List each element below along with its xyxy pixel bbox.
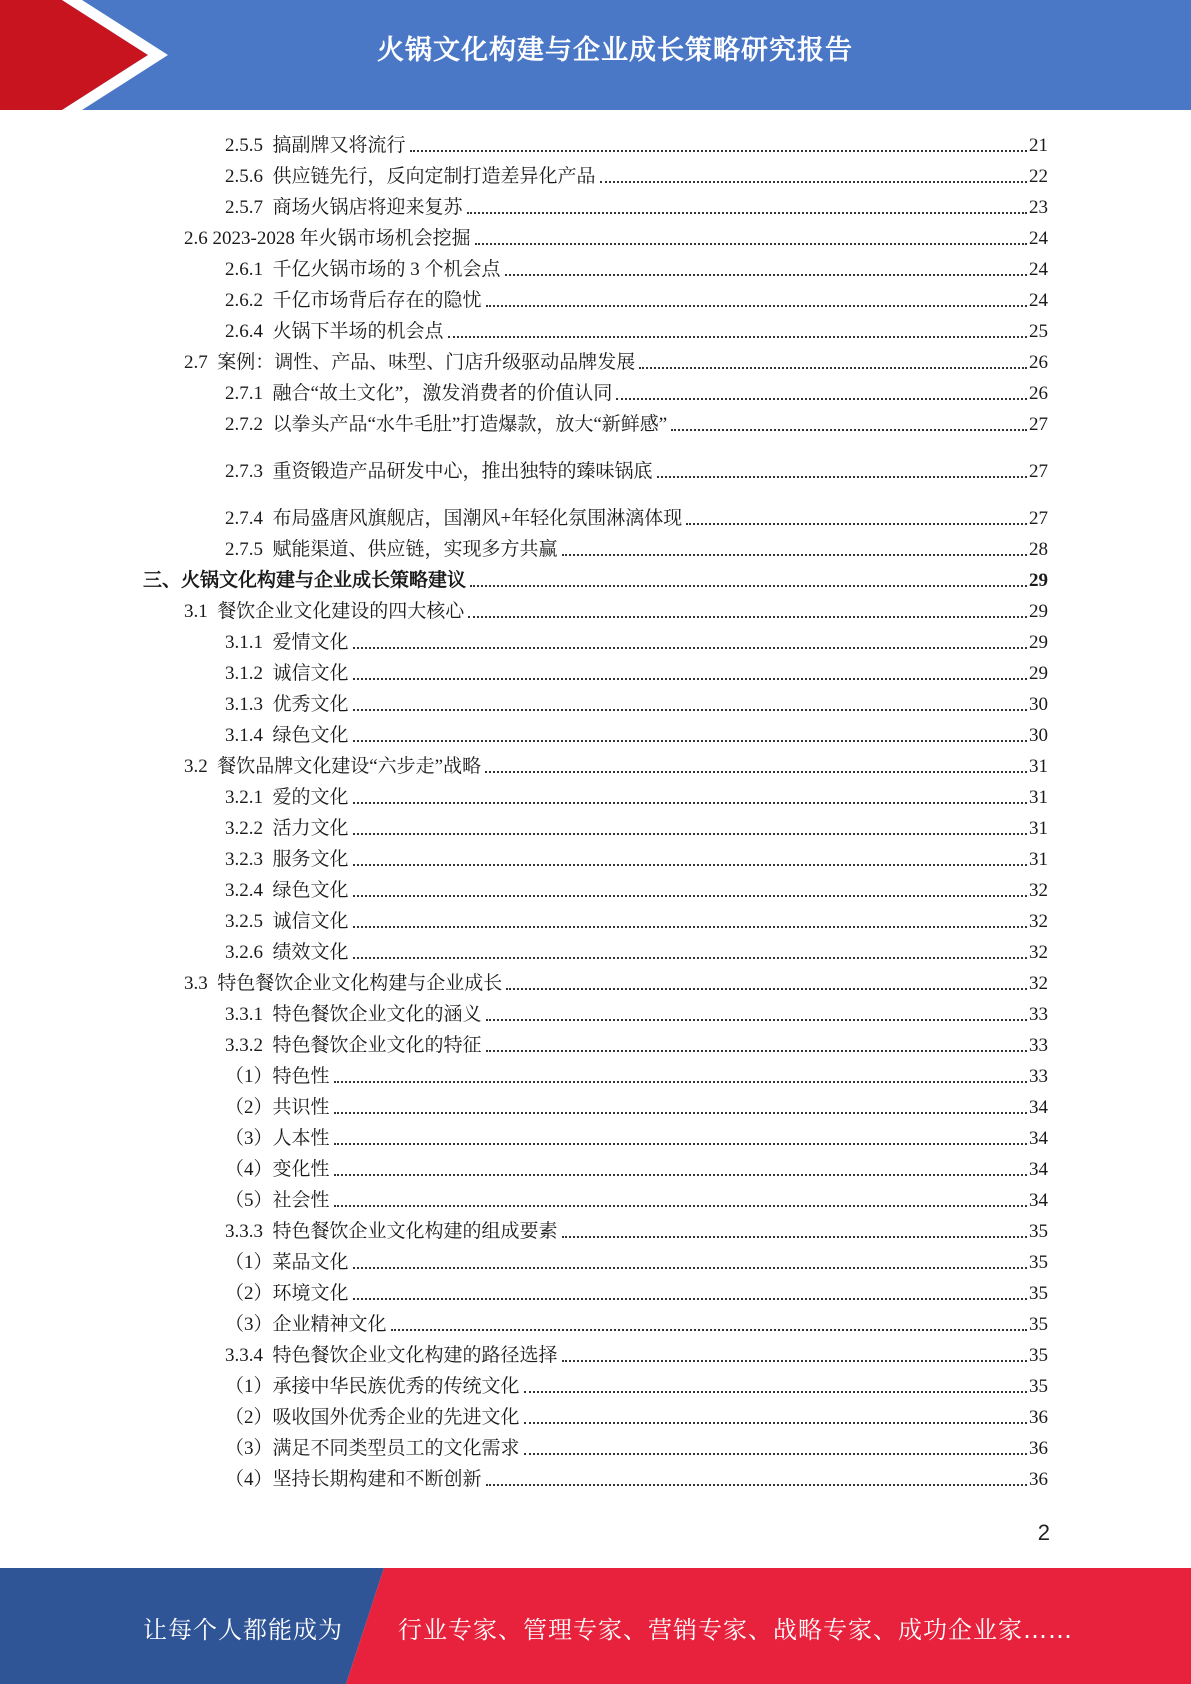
toc-entry-page: 24: [1029, 290, 1048, 311]
toc-entry-page: 35: [1029, 1345, 1048, 1366]
toc-entry-page: 26: [1029, 383, 1048, 404]
toc-entry-label: 3.3.1 特色餐饮企业文化的涵义: [225, 1004, 482, 1025]
toc-entry-label: （4）变化性: [225, 1159, 330, 1180]
toc-entry-label: 2.6.2 千亿市场背后存在的隐忧: [225, 290, 482, 311]
toc-leader-dots: [467, 211, 1027, 214]
toc-leader-dots: [486, 304, 1027, 307]
toc-leader-dots: [334, 1080, 1027, 1083]
toc-entry-page: 32: [1029, 942, 1048, 963]
page-footer: [0, 1568, 1191, 1684]
toc-entry-label: 2.5.6 供应链先行，反向定制打造差异化产品: [225, 166, 596, 187]
toc-leader-dots: [353, 646, 1027, 649]
toc-entry-label: 3.2 餐饮品牌文化建设“六步走”战略: [184, 756, 482, 777]
header-title: 火锅文化构建与企业成长策略研究报告: [377, 35, 853, 66]
toc-entry-label: 2.5.5 搞副牌又将流行: [225, 135, 406, 156]
toc-leader-dots: [562, 1235, 1027, 1238]
toc-entry[interactable]: [225, 1276, 1048, 1306]
toc-entry-label: 3.3.2 特色餐饮企业文化的特征: [225, 1035, 482, 1056]
toc-entry-page: 35: [1029, 1314, 1048, 1335]
toc-leader-dots: [686, 522, 1027, 525]
toc-entry-page: 31: [1029, 787, 1048, 808]
toc-leader-dots: [657, 475, 1027, 478]
toc-leader-dots: [353, 863, 1027, 866]
toc-entry[interactable]: [184, 749, 1048, 779]
toc-entry-page: 29: [1029, 570, 1048, 591]
toc-entry-label: （5）社会性: [225, 1190, 330, 1211]
toc-entry-page: 30: [1029, 725, 1048, 746]
toc-entry-label: 2.7 案例：调性、产品、味型、门店升级驱动品牌发展: [184, 352, 636, 373]
toc-entry-page: 28: [1029, 539, 1048, 560]
toc-entry[interactable]: [225, 935, 1048, 965]
toc-entry-page: 36: [1029, 1469, 1048, 1490]
toc-entry-page: 34: [1029, 1159, 1048, 1180]
toc-entry-page: 35: [1029, 1283, 1048, 1304]
toc-entry[interactable]: [225, 656, 1048, 686]
toc-entry-label: 3.2.3 服务文化: [225, 849, 349, 870]
toc-entry[interactable]: [225, 997, 1048, 1027]
toc-entry[interactable]: [225, 1028, 1048, 1058]
toc-entry-label: 3.1.1 爱情文化: [225, 632, 349, 653]
toc-leader-dots: [353, 1266, 1027, 1269]
toc-leader-dots: [470, 584, 1027, 587]
toc-leader-dots: [600, 180, 1027, 183]
toc-entry-page: 31: [1029, 756, 1048, 777]
toc-leader-dots: [506, 987, 1027, 990]
toc-entry-label: 2.7.5 赋能渠道、供应链，实现多方共赢: [225, 539, 558, 560]
toc-leader-dots: [524, 1452, 1027, 1455]
toc-entry-page: 23: [1029, 197, 1048, 218]
toc-entry-page: 31: [1029, 818, 1048, 839]
toc-entry-label: 2.6.4 火锅下半场的机会点: [225, 321, 444, 342]
toc-leader-dots: [353, 1297, 1027, 1300]
toc-entry-page: 27: [1029, 414, 1048, 435]
toc-entry-page: 36: [1029, 1407, 1048, 1428]
toc-leader-dots: [410, 149, 1027, 152]
toc-entry[interactable]: [225, 842, 1048, 872]
toc-entry-label: 3.2.5 诚信文化: [225, 911, 349, 932]
toc-leader-dots: [639, 366, 1027, 369]
toc-entry[interactable]: [225, 283, 1048, 313]
toc-entry-label: 三、火锅文化构建与企业成长策略建议: [143, 570, 467, 591]
toc-entry[interactable]: [225, 454, 1048, 484]
toc-entry[interactable]: [225, 190, 1048, 220]
toc-entry[interactable]: [225, 780, 1048, 810]
toc-entry[interactable]: [225, 1121, 1048, 1151]
toc-leader-dots: [524, 1390, 1027, 1393]
toc-entry-page: 26: [1029, 352, 1048, 373]
toc-leader-dots: [353, 925, 1027, 928]
footer-slogan-left: 让每个人都能成为: [143, 1616, 343, 1644]
toc-leader-dots: [353, 832, 1027, 835]
toc-entry-label: 3.3 特色餐饮企业文化构建与企业成长: [184, 973, 503, 994]
toc-leader-dots: [468, 615, 1027, 618]
toc-entry-label: （2）吸收国外优秀企业的先进文化: [225, 1407, 520, 1428]
toc-entry-page: 33: [1029, 1004, 1048, 1025]
toc-entry-label: （1）承接中华民族优秀的传统文化: [225, 1376, 520, 1397]
toc-entry[interactable]: [225, 1152, 1048, 1182]
toc-entry[interactable]: [225, 904, 1048, 934]
toc-entry-label: 2.6.1 千亿火锅市场的 3 个机会点: [225, 259, 501, 280]
toc-leader-dots: [562, 553, 1027, 556]
toc-leader-dots: [353, 801, 1027, 804]
toc-entry-page: 31: [1029, 849, 1048, 870]
toc-entry-label: （3）人本性: [225, 1128, 330, 1149]
toc-entry[interactable]: [225, 376, 1048, 406]
toc-entry-label: 2.7.4 布局盛唐风旗舰店，国潮风+年轻化氛围淋漓体现: [225, 508, 683, 529]
toc-leader-dots: [334, 1142, 1027, 1145]
page-header: [0, 0, 1191, 110]
toc-entry[interactable]: [225, 1400, 1048, 1430]
toc-entry[interactable]: [225, 625, 1048, 655]
toc-entry-page: 33: [1029, 1066, 1048, 1087]
toc-leader-dots: [475, 242, 1027, 245]
toc-entry-label: 3.2.1 爱的文化: [225, 787, 349, 808]
toc-entry-page: 34: [1029, 1190, 1048, 1211]
toc-leader-dots: [353, 739, 1027, 742]
toc-entry-page: 29: [1029, 632, 1048, 653]
toc-entry-label: 3.1.2 诚信文化: [225, 663, 349, 684]
toc-entry-page: 27: [1029, 461, 1048, 482]
toc-leader-dots: [486, 1018, 1027, 1021]
toc-entry-page: 32: [1029, 973, 1048, 994]
toc-entry[interactable]: [225, 1338, 1048, 1368]
toc-entry-page: 27: [1029, 508, 1048, 529]
toc-entry[interactable]: [225, 314, 1048, 344]
toc-entry-label: 3.2.6 绩效文化: [225, 942, 349, 963]
toc-leader-dots: [448, 335, 1027, 338]
toc-leader-dots: [334, 1111, 1027, 1114]
toc-entry[interactable]: [225, 159, 1048, 189]
toc-entry-page: 33: [1029, 1035, 1048, 1056]
toc-entry-label: （1）菜品文化: [225, 1252, 349, 1273]
toc-entry-page: 35: [1029, 1252, 1048, 1273]
toc-entry[interactable]: [184, 345, 1048, 375]
toc-entry-page: 24: [1029, 228, 1048, 249]
toc-entry-label: 3.1.4 绿色文化: [225, 725, 349, 746]
toc-entry[interactable]: [225, 811, 1048, 841]
toc-entry-page: 35: [1029, 1376, 1048, 1397]
toc-entry[interactable]: [225, 532, 1048, 562]
toc-leader-dots: [334, 1204, 1027, 1207]
toc-entry-label: 3.1 餐饮企业文化建设的四大核心: [184, 601, 465, 622]
toc-entry[interactable]: [225, 1059, 1048, 1089]
toc-entry[interactable]: [184, 594, 1048, 624]
toc-leader-dots: [485, 770, 1027, 773]
toc-entry[interactable]: [184, 966, 1048, 996]
toc-entry[interactable]: [225, 687, 1048, 717]
toc-entry-page: 34: [1029, 1128, 1048, 1149]
toc-entry-page: 25: [1029, 321, 1048, 342]
toc-entry-label: 2.5.7 商场火锅店将迎来复苏: [225, 197, 463, 218]
toc-entry[interactable]: [225, 252, 1048, 282]
toc-leader-dots: [671, 428, 1027, 431]
toc-entry-page: 32: [1029, 880, 1048, 901]
toc-entry[interactable]: [225, 1183, 1048, 1213]
toc-leader-dots: [353, 894, 1027, 897]
toc-entry[interactable]: [225, 1431, 1048, 1461]
toc-entry-page: 24: [1029, 259, 1048, 280]
toc-entry-page: 34: [1029, 1097, 1048, 1118]
toc-entry-page: 29: [1029, 601, 1048, 622]
toc-entry[interactable]: [225, 1369, 1048, 1399]
toc-leader-dots: [616, 397, 1027, 400]
toc-entry-page: 22: [1029, 166, 1048, 187]
toc-entry-label: （3）企业精神文化: [225, 1314, 387, 1335]
toc-leader-dots: [486, 1049, 1027, 1052]
toc-entry-label: 3.3.3 特色餐饮企业文化构建的组成要素: [225, 1221, 558, 1242]
toc-leader-dots: [391, 1328, 1027, 1331]
toc-entry-label: 3.2.2 活力文化: [225, 818, 349, 839]
toc-entry[interactable]: [225, 407, 1048, 437]
toc-leader-dots: [505, 273, 1027, 276]
toc-entry-page: 21: [1029, 135, 1048, 156]
toc-entry-page: 32: [1029, 911, 1048, 932]
toc-leader-dots: [334, 1173, 1027, 1176]
footer-slogan-right: 行业专家、管理专家、营销专家、战略专家、成功企业家……: [398, 1616, 1073, 1644]
toc-leader-dots: [524, 1421, 1027, 1424]
toc-entry[interactable]: [225, 1462, 1048, 1492]
toc-entry[interactable]: [225, 1214, 1048, 1244]
toc-entry-label: 2.7.1 融合“故土文化”，激发消费者的价值认同: [225, 383, 613, 404]
toc-entry-label: （2）环境文化: [225, 1283, 349, 1304]
toc-entry-label: 2.6 2023-2028 年火锅市场机会挖掘: [184, 228, 471, 249]
toc-leader-dots: [353, 708, 1027, 711]
toc-entry-label: （4）坚持长期构建和不断创新: [225, 1469, 482, 1490]
toc-leader-dots: [353, 956, 1027, 959]
page-number: 2: [1037, 1520, 1050, 1545]
toc-entry-label: （3）满足不同类型员工的文化需求: [225, 1438, 520, 1459]
toc-entry-label: 3.1.3 优秀文化: [225, 694, 349, 715]
toc-entry[interactable]: [225, 128, 1048, 158]
toc-leader-dots: [353, 677, 1027, 680]
toc-entry[interactable]: [225, 718, 1048, 748]
toc-entry-page: 35: [1029, 1221, 1048, 1242]
toc-entry[interactable]: [225, 501, 1048, 531]
toc-entry-label: 2.7.2 以拳头产品“水牛毛肚”打造爆款，放大“新鲜感”: [225, 414, 668, 435]
toc-entry-label: （2）共识性: [225, 1097, 330, 1118]
toc-leader-dots: [562, 1359, 1027, 1362]
toc-entry-page: 29: [1029, 663, 1048, 684]
toc-entry-label: 2.7.3 重资锻造产品研发中心，推出独特的臻味锅底: [225, 461, 653, 482]
toc-entry-page: 30: [1029, 694, 1048, 715]
toc-entry-page: 36: [1029, 1438, 1048, 1459]
toc-entry-label: 3.3.4 特色餐饮企业文化构建的路径选择: [225, 1345, 558, 1366]
toc-entry[interactable]: [225, 1307, 1048, 1337]
toc-entry[interactable]: [225, 1090, 1048, 1120]
toc-entry[interactable]: [184, 221, 1048, 251]
toc-entry-label: 3.2.4 绿色文化: [225, 880, 349, 901]
toc-leader-dots: [486, 1483, 1027, 1486]
toc-entry[interactable]: [143, 563, 1048, 593]
toc-entry[interactable]: [225, 873, 1048, 903]
toc-entry[interactable]: [225, 1245, 1048, 1275]
toc-entry-label: （1）特色性: [225, 1066, 330, 1087]
